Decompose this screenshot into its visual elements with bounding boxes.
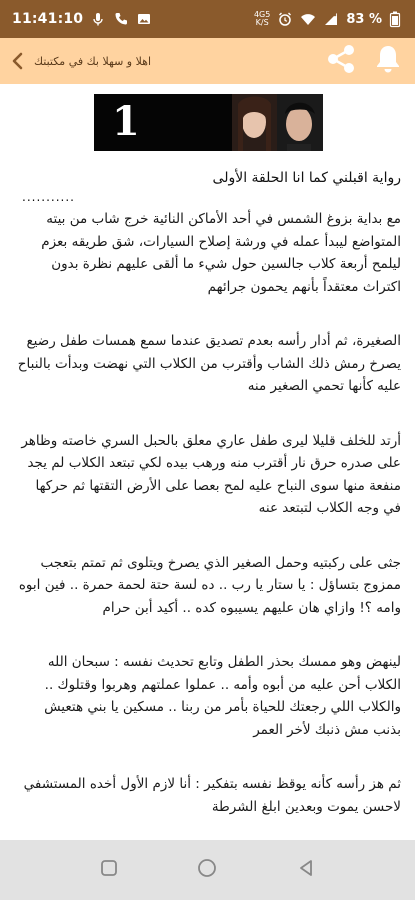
app-bar bbox=[0, 38, 415, 84]
story-paragraph: جثى على ركبتيه وحمل الصغير الذي يصرخ ويتلوى ثم تمتم بتعجب ممزوج بتساؤل : يا ستار يا رب .. ده لسة حتة لحمة حمرة .. فين ابوه وامه ؟! وازاي هان عليهم يسيبوه كده .. أكيد أبن حرام bbox=[18, 554, 401, 616]
story-paragraph: ثم هز رأسه كأنه يوقظ نفسه بتفكير : أنا لازم الأول أخده المستشفي لاحسن يموت وبعدين ابلغ الشرطة bbox=[23, 776, 401, 815]
image-icon bbox=[136, 11, 152, 27]
cover-woman-image bbox=[232, 94, 277, 151]
story-paragraph: لينهض وهو ممسك بحذر الطفل وتابع تحديث نفسه : سبحان الله الكلاب أحن عليه من أبوه وأمه .. عملوا عملتهم وهربوا وقتلوك .. والكلاب اللي رجعتك للحياة بأمر من ربنا .. مسكين يا بني هتعيش بذنب مش ذنبك لأخر العمر bbox=[44, 654, 401, 738]
mic-icon bbox=[90, 11, 106, 27]
notification-bell-icon[interactable] bbox=[373, 43, 403, 79]
signal-icon bbox=[323, 11, 339, 27]
back-triangle-icon[interactable] bbox=[297, 859, 315, 881]
wifi-icon bbox=[300, 11, 316, 27]
battery-percent: 83 % bbox=[346, 11, 382, 27]
cover-image bbox=[94, 94, 323, 151]
home-circle-icon[interactable] bbox=[197, 858, 217, 882]
cover-number: 1 bbox=[112, 98, 140, 145]
cover-man-image bbox=[277, 94, 323, 151]
alarm-icon bbox=[277, 11, 293, 27]
story-text bbox=[14, 208, 401, 905]
share-icon[interactable] bbox=[323, 41, 359, 81]
status-time: 11:41:10 bbox=[12, 11, 84, 27]
reader-content[interactable] bbox=[0, 84, 415, 840]
status-bar-right bbox=[254, 11, 405, 27]
story-paragraph: الصغيرة، ثم أدار رأسه بعدم تصديق عندما سمع همسات طفل رضيع يصرخ رمش ذلك الشاب وأقترب من الكلاب التي نهضت وبدأت بالنباح عليه كأنها تحمي الصغير منه bbox=[17, 333, 401, 394]
app-bar-actions bbox=[323, 41, 403, 81]
network-speed-value: 4G5 bbox=[253, 10, 271, 19]
back-chevron-icon[interactable] bbox=[6, 49, 30, 73]
battery-icon bbox=[389, 11, 405, 27]
chapter-title: رواية اقبلني كما انا الحلقة الأولى bbox=[212, 170, 401, 186]
story-paragraph: مع بداية بزوغ الشمس في أحد الأماكن النائية خرج شاب من بيته المتواضع ليبدأ عمله في ورشة إصلاح السيارات، شق طريقه بعزم ليلمح أربعة كلاب جالسين حول شيء ما ألقى عليهم نظرة بدون اكتراث معتقداً بأنهم يحمون جرائهم bbox=[41, 211, 401, 295]
app-bar-title: اهلا و سهلا بك في مكتبتك bbox=[34, 54, 152, 68]
status-bar bbox=[0, 0, 415, 38]
status-bar-left bbox=[12, 11, 152, 27]
chapter-separator-dots: ........... bbox=[22, 190, 75, 204]
recents-square-icon[interactable] bbox=[100, 859, 118, 881]
phone-icon bbox=[113, 11, 129, 27]
network-speed-unit: K/S bbox=[255, 18, 269, 27]
network-speed bbox=[254, 11, 270, 27]
system-nav-bar bbox=[0, 840, 415, 900]
story-paragraph: أرتد للخلف قليلا ليرى طفل عاري معلق بالحبل السري خاصته وظاهر على صدره حرق نار أقترب منه ورهب بيده لكي تبتعد الكلاب لم يجد منفعة منها سوى النباح عليه لمح بعصا على الأرض التقتها ثم حركها في وجه الكلاب لتبتعد عنه bbox=[21, 432, 401, 516]
